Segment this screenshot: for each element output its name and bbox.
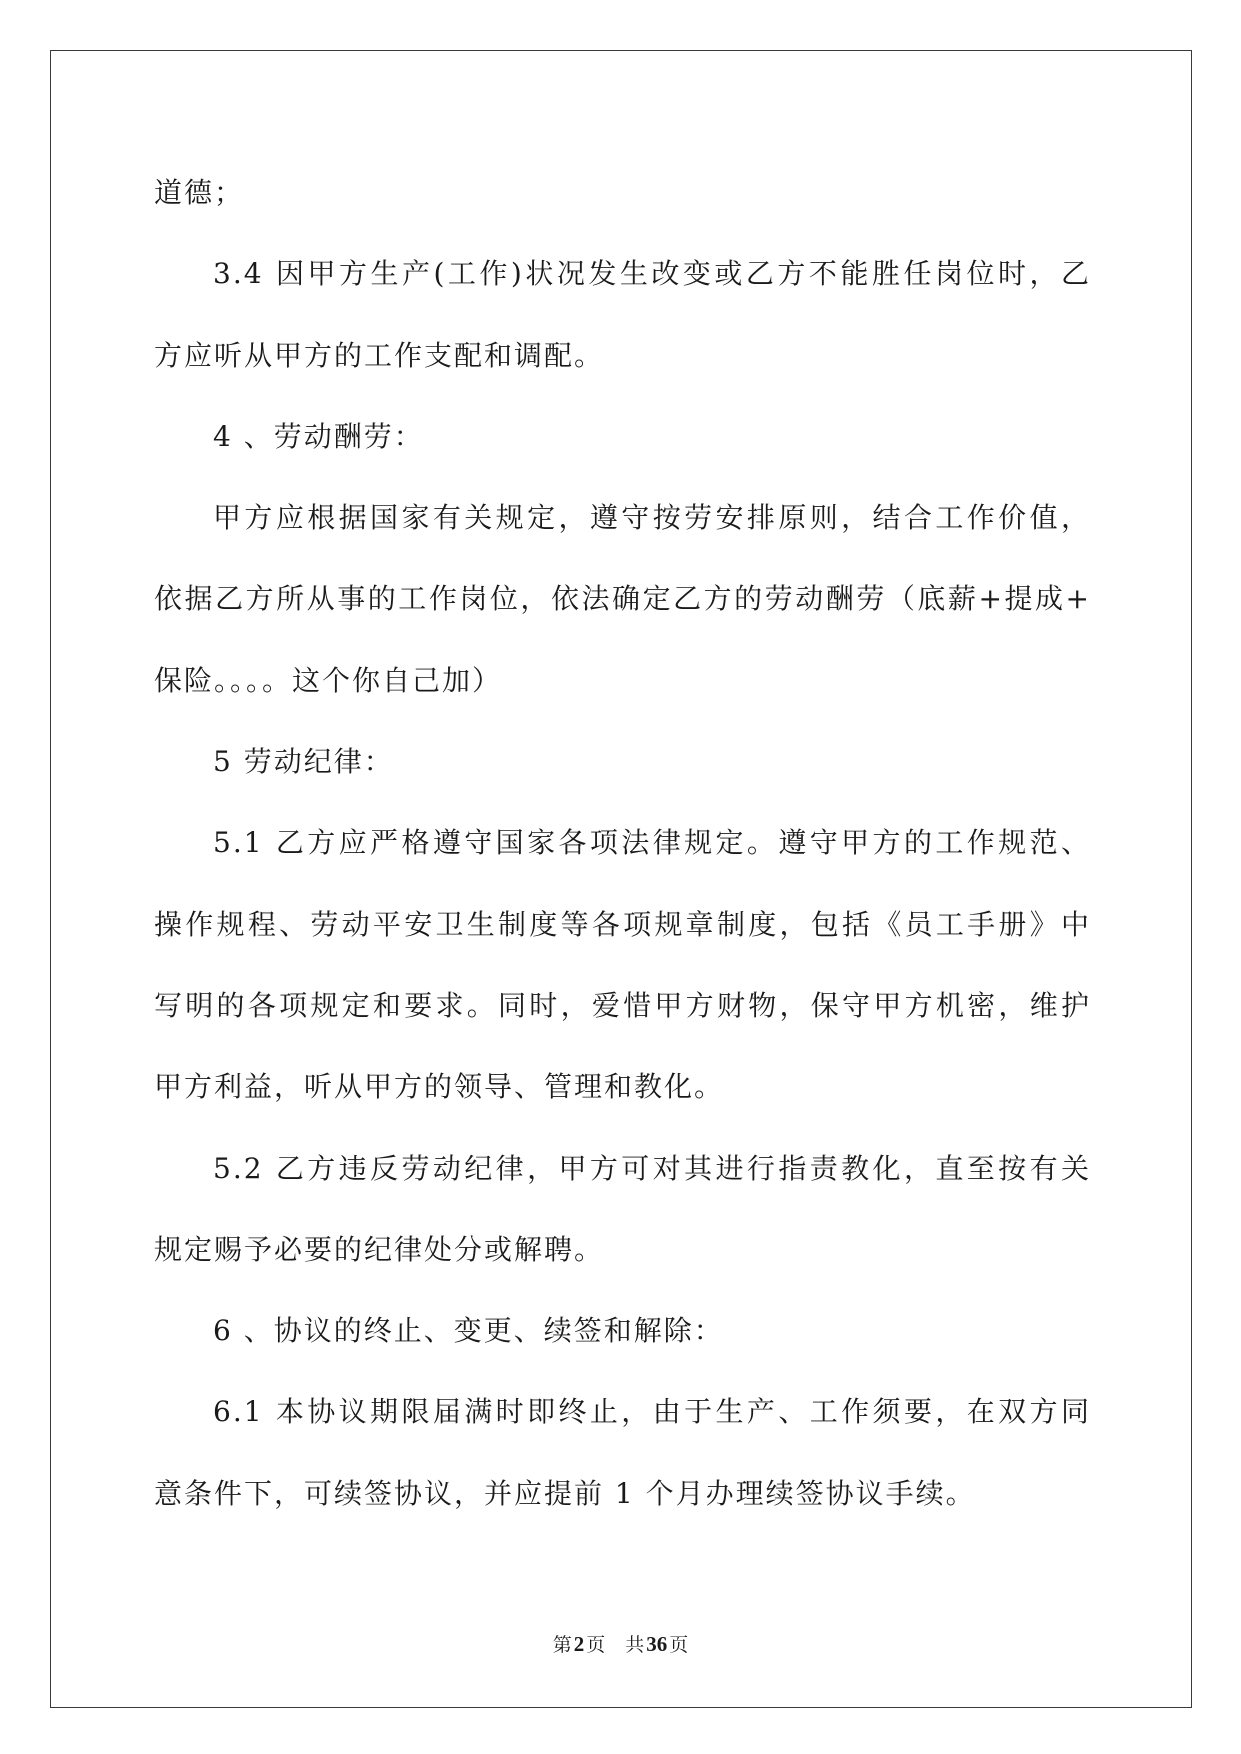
section-heading xyxy=(154,1290,1091,1371)
text-line: 方应听从甲方的工作支配和调配。 xyxy=(154,338,605,372)
paragraph xyxy=(154,477,1091,721)
document-body xyxy=(154,152,1091,1534)
text-line: 5.1 乙方应严格遵守国家各项法律规定。遵守甲方的工作规范、 xyxy=(213,826,1091,860)
text-line: 甲方应根据国家有关规定，遵守按劳安排原则，结合工作价值， xyxy=(213,501,1091,535)
page-indicator xyxy=(553,1634,606,1656)
text-line: 6.1 本协议期限届满时即终止，由于生产、工作须要，在双方同 xyxy=(213,1395,1091,1429)
text-line: 规定赐予必要的纪律处分或解聘。 xyxy=(154,1232,605,1266)
text-line: 依据乙方所从事的工作岗位，依法确定乙方的劳动酬劳（底薪+提成+ xyxy=(154,582,1091,616)
text-line: 3.4 因甲方生产(工作)状况发生改变或乙方不能胜任岗位时，乙 xyxy=(213,257,1091,291)
total-pages-indicator xyxy=(625,1634,688,1656)
text-line: 4 、劳动酬劳： xyxy=(213,419,424,453)
text-line: 保险。。。。这个你自己加） xyxy=(154,663,503,697)
text-line: 写明的各项规定和要求。同时，爱惜甲方财物，保守甲方机密，维护 xyxy=(154,988,1091,1022)
total-suffix: 页 xyxy=(669,1634,689,1656)
text-line: 5 劳动纪律： xyxy=(213,745,394,779)
paragraph xyxy=(154,233,1091,396)
paragraph xyxy=(154,1371,1091,1534)
text-line: 5.2 乙方违反劳动纪律，甲方可对其进行指责教化，直至按有关 xyxy=(213,1151,1091,1185)
section-heading xyxy=(154,721,1091,802)
paragraph xyxy=(154,1128,1091,1291)
page-suffix: 页 xyxy=(586,1634,606,1656)
text-line: 6 、协议的终止、变更、续签和解除： xyxy=(213,1314,724,1348)
page-footer xyxy=(0,1630,1241,1659)
text-line: 甲方利益，听从甲方的领导、管理和教化。 xyxy=(154,1070,725,1104)
section-heading xyxy=(154,396,1091,477)
total-pages: 36 xyxy=(646,1632,668,1656)
paragraph xyxy=(154,152,1091,233)
page-prefix: 第 xyxy=(552,1634,572,1656)
text-line: 道德； xyxy=(154,176,245,209)
text-line: 意条件下，可续签协议，并应提前 1 个月办理续签协议手续。 xyxy=(154,1476,976,1510)
paragraph xyxy=(154,802,1091,1127)
text-line: 操作规程、劳动平安卫生制度等各项规章制度，包括《员工手册》中 xyxy=(154,907,1091,941)
page-number: 2 xyxy=(573,1632,585,1656)
total-prefix: 共 xyxy=(625,1634,645,1656)
